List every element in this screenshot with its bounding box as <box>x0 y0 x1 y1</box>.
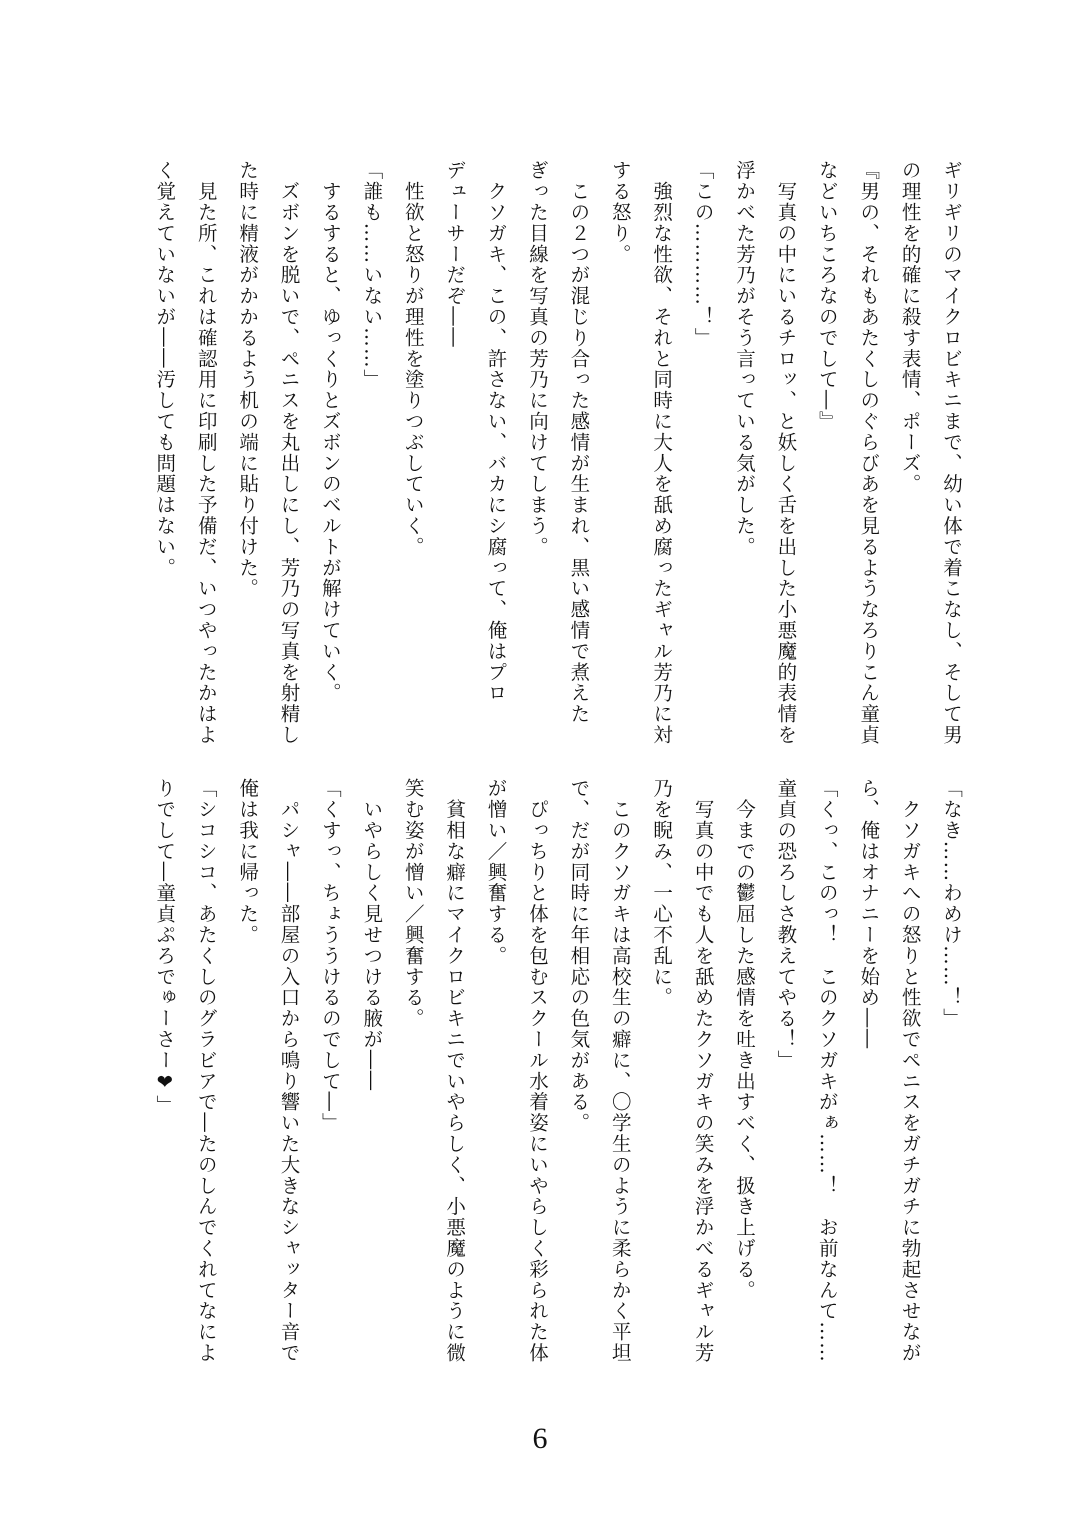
text-line: するすると、ゆっくりとズボンのベルトが解けていく。 <box>318 160 342 704</box>
text-line: 性欲と怒りが理性を塗りつぶしていく。 <box>401 160 425 558</box>
text-line: このクソガキは高校生の癖に、〇学生のように柔らかく平坦 <box>608 778 632 1364</box>
text-line: 「誰も……いない……」 <box>360 160 384 390</box>
text-line: クソガキへの怒りと性欲でペニスをガチガチに勃起させなが <box>898 778 922 1364</box>
text-line: 見た所、これは確認用に印刷した予備だ、いつやったかはよ <box>194 160 218 746</box>
text-line: 『男の、それもあたくしのぐらびあを見るようなろりこん童貞 <box>857 160 881 746</box>
text-block-top <box>150 160 972 760</box>
text-line: ギリギリのマイクロビキニまで、幼い体で着こなし、そして男 <box>940 160 963 746</box>
text-line: パシャ――部屋の入口から鳴り響いた大きなシャッター音で <box>277 778 301 1364</box>
text-line: で、だが同時に年相応の色気がある。 <box>567 778 591 1134</box>
text-line: く覚えていないが――汚しても問題はない。 <box>153 160 177 578</box>
text-line: 童貞の恐ろしさ教えてやる！」 <box>774 778 798 1071</box>
text-line: 浮かべた芳乃がそう言っている気がした。 <box>732 160 756 558</box>
text-line: りでして―童貞ぷろでゅーさー❤」 <box>153 778 177 1116</box>
text-line: 強烈な性欲、それと同時に大人を舐め腐ったギャル芳乃に対 <box>650 160 674 746</box>
text-line: 写真の中にいるチロッ、と妖しく舌を出した小悪魔的表情を <box>774 160 798 746</box>
text-line: 「なき……わめけ……！」 <box>940 778 963 1029</box>
text-line: ぴっちりと体を包むスクール水着姿にいやらしく彩られた体 <box>525 778 549 1364</box>
text-line: クソガキ、この、許さない、バカにシ腐って、俺はプロ <box>484 160 508 704</box>
text-line: 「くっ、このっ！ このクソガキがぁ……！ お前なんて…… <box>815 778 839 1364</box>
text-line: 今までの鬱屈した感情を吐き出すべく、扱き上げる。 <box>732 778 756 1301</box>
text-line: 写真の中でも人を舐めたクソガキの笑みを浮かべるギャル芳 <box>691 778 715 1364</box>
text-line: 「この…………！」 <box>691 160 715 349</box>
text-line: ズボンを脱いで、ペニスを丸出しにし、芳乃の写真を射精し <box>277 160 301 746</box>
text-line: 貧相な癖にマイクロビキニでいやらしく、小悪魔のように微 <box>443 778 467 1364</box>
text-line: た時に精液がかかるよう机の端に貼り付けた。 <box>236 160 260 599</box>
text-line: 俺は我に帰った。 <box>236 778 260 946</box>
text-line: ら、俺はオナニーを始め―― <box>857 778 881 1050</box>
text-line: デューサーだぞ―― <box>443 160 467 349</box>
text-line: 「くすっ、ちょううけるのでして―」 <box>318 778 342 1134</box>
text-line: する怒り。 <box>608 160 632 265</box>
page-number: 6 <box>532 1422 548 1455</box>
text-line: いやらしく見せつける腋が―― <box>360 778 384 1092</box>
text-line: この２つが混じり合った感情が生まれ、黒い感情で煮えた <box>567 160 591 725</box>
text-line: の理性を的確に殺す表情、ポーズ。 <box>898 160 922 495</box>
text-line: が憎い／興奮する。 <box>484 778 508 967</box>
text-line: 「シコシコ、あたくしのグラビアで―たのしんでくれてなによ <box>194 778 218 1364</box>
text-line: ぎった目線を写真の芳乃に向けてしまう。 <box>525 160 549 558</box>
text-line: 乃を睨み、一心不乱に。 <box>650 778 674 1008</box>
text-block-bottom <box>150 778 972 1378</box>
text-line: 笑む姿が憎い／興奮する。 <box>401 778 425 1029</box>
text-line: などいちころなのでして―』 <box>815 160 839 432</box>
